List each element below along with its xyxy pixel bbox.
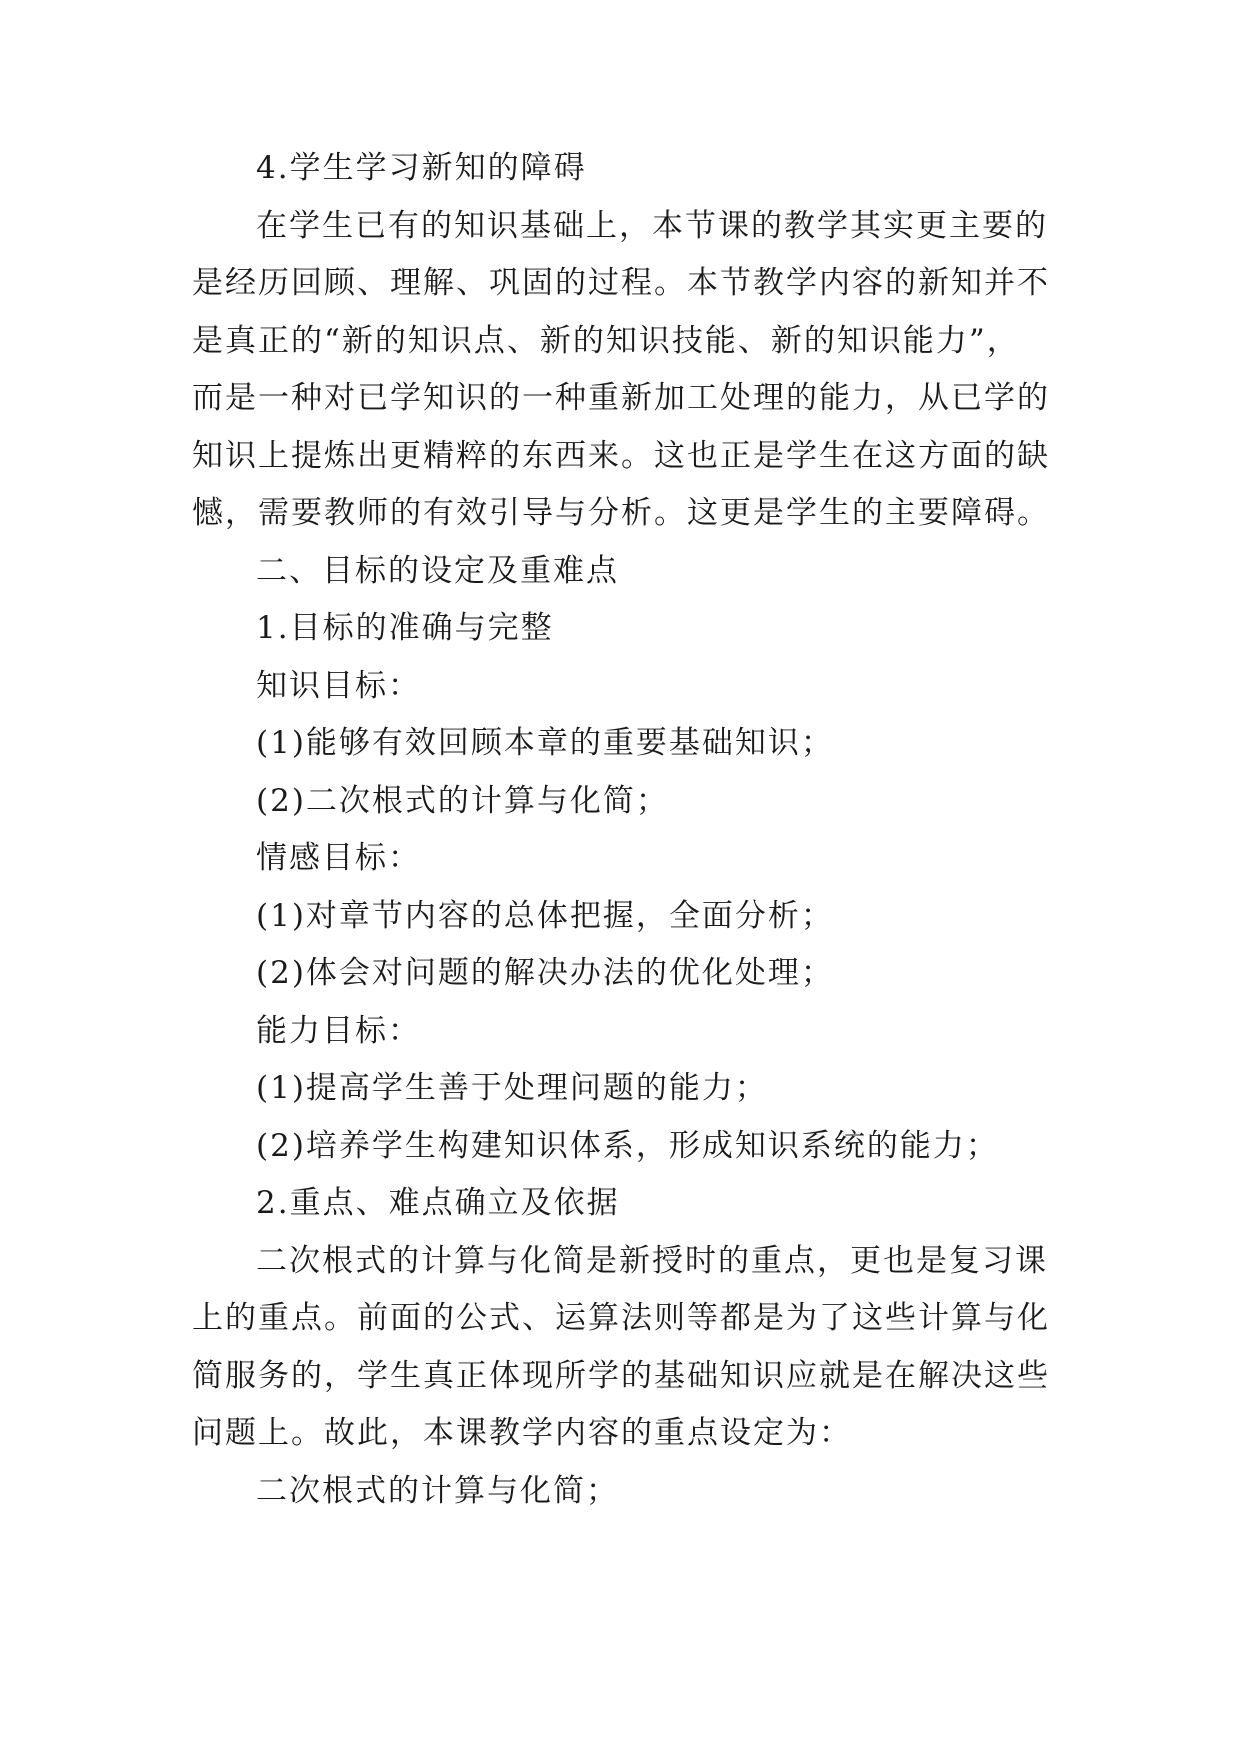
document-page: 4.学生学习新知的障碍 在学生已有的知识基础上，本节课的教学其实更主要的 是经历回顾、理解、巩固的过程。本节教学内容的新知并不 是真正的“新的知识点、新的知识技能、新的知识能力”， 而是一种对已学知识的一种重新加工处理的能力，从已学的 知识上提炼出更精粹的东西来。这也正是学生在这方面的缺 憾，需要教师的有效引导与分析。这更是学生的主要障碍。 二、目标的设定及重难点 1.目标的准确与完整 知识目标： (1)能够有效回顾本章的重要基础知识； (2)二次根式的计算与化简； 情感目标： (1)对章节内容的总体把握，全面分析； (2)体会对问题的解决办法的优化处理； 能力目标： (1)提高学生善于处理问题的能力； (2)培养学生构建知识体系，形成知识系统的能力； 2.重点、难点确立及依据 二次根式的计算与化简是新授时的重点，更也是复习课 上的重点。前面的公式、运算法则等都是为了这些计算与化 简服务的，学生真正体现所学的基础知识应就是在解决这些 问题上。故此，本课教学内容的重点设定为： 二次根式的计算与化简； (192, 150, 1050, 1509)
